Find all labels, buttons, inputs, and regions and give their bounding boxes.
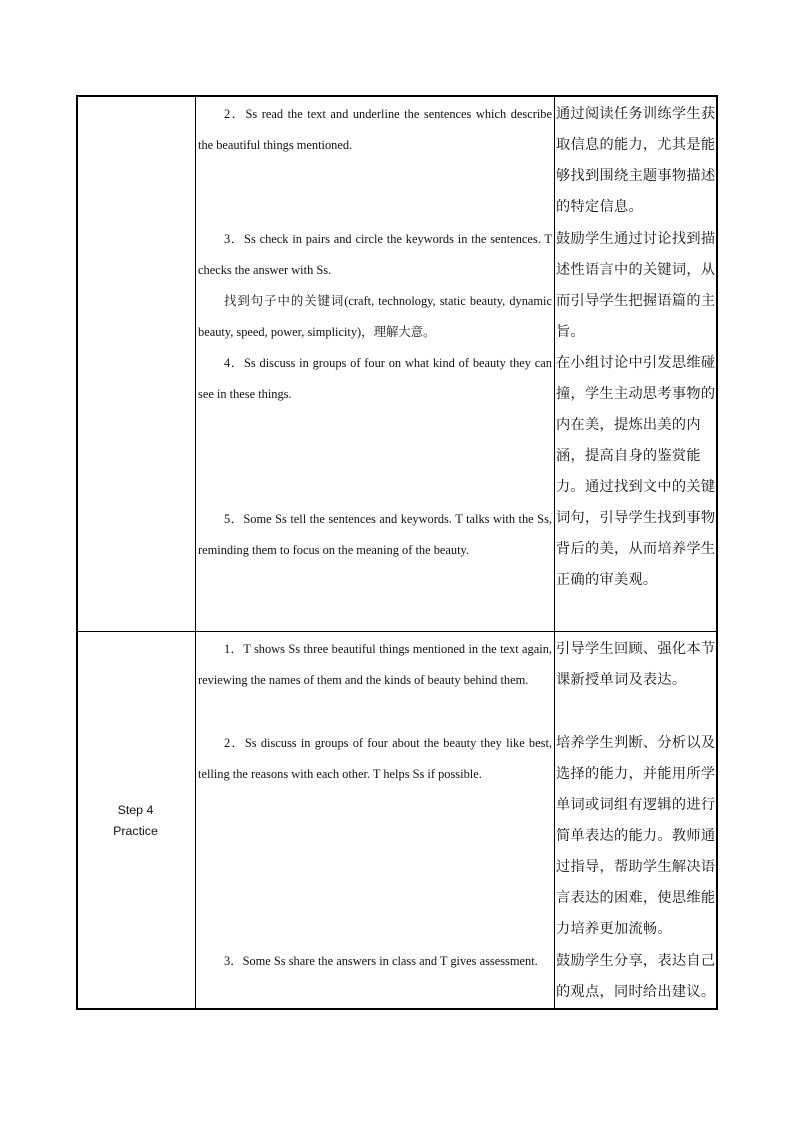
- step-title: Practice: [113, 824, 158, 838]
- activity-item: 找到句子中的关键词(craft, technology, static beauty, dynamic beauty, speed, power, simplicity)，理解大意。: [198, 294, 552, 339]
- table-border-top: [76, 95, 717, 97]
- activity-item: 3．Some Ss share the answers in class and T gives assessment.: [224, 954, 538, 968]
- purpose-item: 引导学生回顾、强化本节课新授单词及表达。: [556, 641, 716, 688]
- activity-item: 1．T shows Ss three beautiful things mentioned in the text again, reviewing the names of them and the kinds of beauty behind them.: [198, 642, 552, 687]
- lesson-plan-table: [76, 95, 717, 1010]
- step-label: [76, 800, 195, 842]
- row-divider: [76, 631, 717, 632]
- purpose-item: 通过阅读任务训练学生获取信息的能力，尤其是能够找到围绕主题事物描述的特定信息。: [556, 106, 716, 215]
- step-number: Step 4: [117, 803, 154, 817]
- activity-item: 5．Some Ss tell the sentences and keywords. T talks with the Ss, reminding them to focus on the meaning of the beauty.: [198, 512, 552, 557]
- purpose-item: 在小组讨论中引发思维碰撞，学生主动思考事物的内在美，提炼出美的内涵，提高自身的鉴赏能力。通过找到文中的关键词句，引导学生找到事物背后的美，从而培养学生正确的审美观。: [556, 355, 716, 588]
- column-divider-activity: [554, 95, 555, 1010]
- activity-item: 2．Ss read the text and underline the sentences which describe the beautiful things mentioned.: [198, 107, 552, 152]
- column-divider-step: [195, 95, 196, 1010]
- activity-item: 4．Ss discuss in groups of four on what kind of beauty they can see in these things.: [198, 356, 552, 401]
- table-border-bottom: [76, 1008, 717, 1010]
- activity-item: 2．Ss discuss in groups of four about the beauty they like best, telling the reasons with each other. T helps Ss if possible.: [198, 736, 552, 781]
- table-border-left: [76, 95, 78, 1010]
- purpose-item: 培养学生判断、分析以及选择的能力，并能用所学单词或词组有逻辑的进行简单表达的能力。教师通过指导，帮助学生解决语言表达的困难，使思维能力培养更加流畅。: [556, 735, 716, 937]
- purpose-item: 鼓励学生分享，表达自己的观点，同时给出建议。: [556, 953, 716, 1000]
- activity-item: 3．Ss check in pairs and circle the keywords in the sentences. T checks the answer with Ss.: [198, 232, 552, 277]
- purpose-item: 鼓励学生通过讨论找到描述性语言中的关键词，从而引导学生把握语篇的主旨。: [556, 231, 716, 340]
